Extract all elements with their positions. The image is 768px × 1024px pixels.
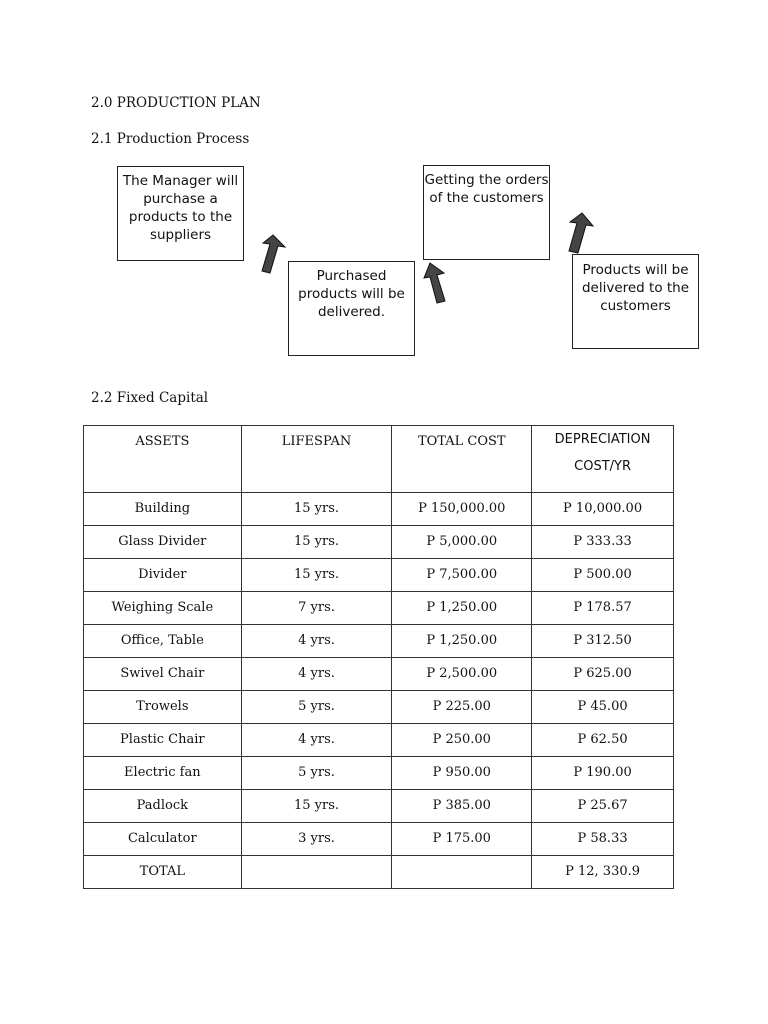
cell-total-depreciation: P 12, 330.9 <box>532 856 674 889</box>
header-total-cost: TOTAL COST <box>392 426 532 493</box>
cell-asset: Trowels <box>84 691 242 724</box>
cell-depreciation: P 10,000.00 <box>532 493 674 526</box>
header-depreciation-cost: DEPRECIATION COST/YR <box>532 426 674 493</box>
cell-lifespan: 15 yrs. <box>241 493 392 526</box>
process-step-1: The Manager will purchase a products to the suppliers <box>117 166 244 261</box>
header-lifespan: LIFESPAN <box>241 426 392 493</box>
cell-total-cost: P 150,000.00 <box>392 493 532 526</box>
cell-lifespan: 5 yrs. <box>241 691 392 724</box>
arrow-up-icon <box>563 210 595 254</box>
process-step-3: Getting the orders of the customers <box>423 165 550 260</box>
table-header-row <box>84 426 674 493</box>
cell-depreciation: P 58.33 <box>532 823 674 856</box>
table-total-row <box>84 856 674 889</box>
cell-depreciation: P 312.50 <box>532 625 674 658</box>
cell-depreciation: P 500.00 <box>532 559 674 592</box>
cell-total-cost: P 950.00 <box>392 757 532 790</box>
section-title-production-plan: 2.0 PRODUCTION PLAN <box>91 95 261 111</box>
arrow-up-icon <box>256 232 288 276</box>
cell-asset: Weighing Scale <box>84 592 242 625</box>
cell-lifespan <box>241 856 392 889</box>
cell-lifespan: 15 yrs. <box>241 559 392 592</box>
table-row <box>84 592 674 625</box>
cell-total-cost: P 225.00 <box>392 691 532 724</box>
table-row <box>84 691 674 724</box>
section-title-production-process: 2.1 Production Process <box>91 131 250 147</box>
cell-depreciation: P 62.50 <box>532 724 674 757</box>
cell-asset: Electric fan <box>84 757 242 790</box>
cell-total-cost: P 385.00 <box>392 790 532 823</box>
cell-asset: Building <box>84 493 242 526</box>
cell-lifespan: 15 yrs. <box>241 526 392 559</box>
cell-total-cost: P 1,250.00 <box>392 592 532 625</box>
table-row <box>84 526 674 559</box>
cell-total-cost: P 250.00 <box>392 724 532 757</box>
cell-lifespan: 3 yrs. <box>241 823 392 856</box>
cell-total-cost: P 175.00 <box>392 823 532 856</box>
cell-asset: Glass Divider <box>84 526 242 559</box>
cell-lifespan: 7 yrs. <box>241 592 392 625</box>
table-row <box>84 559 674 592</box>
cell-asset: Swivel Chair <box>84 658 242 691</box>
table-row <box>84 493 674 526</box>
cell-depreciation: P 178.57 <box>532 592 674 625</box>
cell-lifespan: 4 yrs. <box>241 724 392 757</box>
table-row <box>84 658 674 691</box>
table-row <box>84 625 674 658</box>
cell-depreciation: P 625.00 <box>532 658 674 691</box>
table-row <box>84 823 674 856</box>
cell-asset: Office, Table <box>84 625 242 658</box>
fixed-capital-table <box>83 425 674 889</box>
cell-lifespan: 4 yrs. <box>241 625 392 658</box>
cell-asset: Calculator <box>84 823 242 856</box>
table-row <box>84 790 674 823</box>
process-step-2: Purchased products will be delivered. <box>288 261 415 356</box>
process-step-4: Products will be delivered to the customers <box>572 254 699 349</box>
cell-lifespan: 4 yrs. <box>241 658 392 691</box>
cell-asset: Plastic Chair <box>84 724 242 757</box>
cell-total-cost: P 2,500.00 <box>392 658 532 691</box>
arrow-up-icon <box>422 260 454 304</box>
cell-total-cost: P 5,000.00 <box>392 526 532 559</box>
table-row <box>84 757 674 790</box>
cell-total-label: TOTAL <box>84 856 242 889</box>
header-assets: ASSETS <box>84 426 242 493</box>
cell-asset: Padlock <box>84 790 242 823</box>
cell-depreciation: P 25.67 <box>532 790 674 823</box>
cell-depreciation: P 190.00 <box>532 757 674 790</box>
cell-total-cost <box>392 856 532 889</box>
cell-depreciation: P 45.00 <box>532 691 674 724</box>
cell-total-cost: P 1,250.00 <box>392 625 532 658</box>
section-title-fixed-capital: 2.2 Fixed Capital <box>91 390 209 406</box>
cell-depreciation: P 333.33 <box>532 526 674 559</box>
table-row <box>84 724 674 757</box>
cell-lifespan: 5 yrs. <box>241 757 392 790</box>
cell-asset: Divider <box>84 559 242 592</box>
cell-total-cost: P 7,500.00 <box>392 559 532 592</box>
cell-lifespan: 15 yrs. <box>241 790 392 823</box>
